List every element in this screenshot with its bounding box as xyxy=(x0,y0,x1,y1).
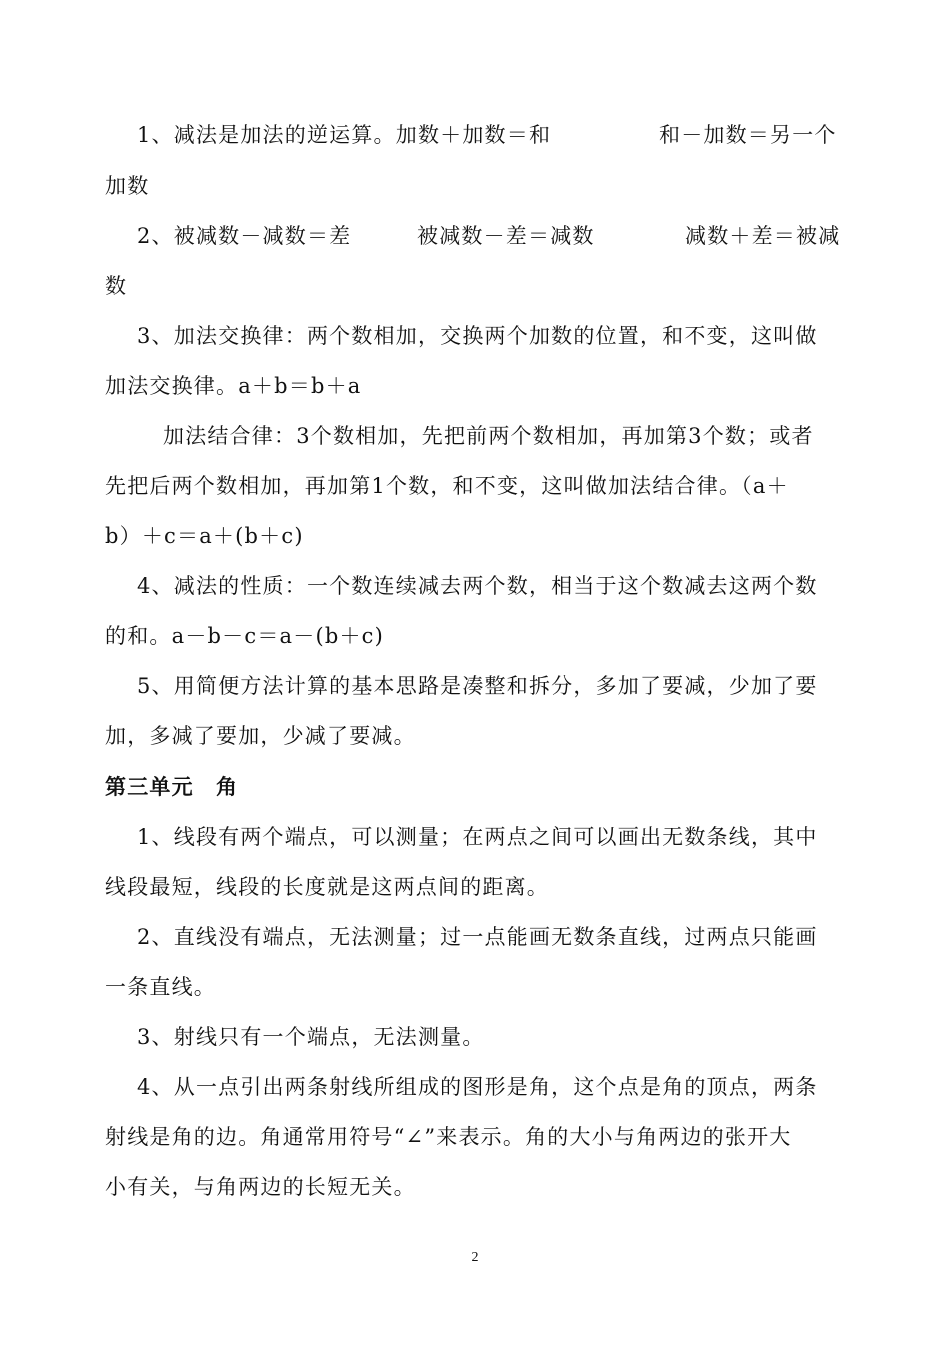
unit-3-item-2-line-1: 2、直线没有端点，无法测量；过一点能画无数条直线，过两点只能画 xyxy=(137,925,818,949)
unit-3-item-1-line-1: 1、线段有两个端点，可以测量；在两点之间可以画出无数条线，其中 xyxy=(137,825,818,849)
subtraction-item-4-line-2: 的和。a－b－c＝a－(b＋c) xyxy=(105,624,385,648)
unit-3-item-2-line-2: 一条直线。 xyxy=(105,975,216,999)
subtraction-item-1 xyxy=(137,120,847,150)
subtraction-item-3-line-1: 3、加法交换律：两个数相加，交换两个加数的位置，和不变，这叫做 xyxy=(137,324,818,348)
unit-3-item-4-line-3: 小有关，与角两边的长短无关。 xyxy=(105,1175,416,1199)
subtraction-item-5-line-2: 加，多减了要加，少减了要减。 xyxy=(105,724,416,748)
item-2-part-1: 2、被减数－减数＝差 xyxy=(137,224,352,248)
subtraction-item-4-line-1: 4、减法的性质：一个数连续减去两个数，相当于这个数减去这两个数 xyxy=(137,574,818,598)
unit-3-heading: 第三单元 角 xyxy=(105,775,239,799)
item-1-part-1: 1、减法是加法的逆运算。加数＋加数＝和 xyxy=(137,123,552,147)
subtraction-item-5-line-1: 5、用简便方法计算的基本思路是凑整和拆分，多加了要减，少加了要 xyxy=(137,674,818,698)
item-2-part-2: 被减数－差＝减数 xyxy=(417,224,595,248)
item-2-part-3: 减数＋差＝被减 xyxy=(685,224,841,248)
associative-law-line-3: b）＋c＝a＋(b＋c) xyxy=(105,524,304,548)
item-1-part-2: 和－加数＝另一个 xyxy=(659,123,837,147)
associative-law-line-2: 先把后两个数相加，再加第1个数，和不变，这叫做加法结合律。（a＋ xyxy=(105,474,789,498)
item-2-continuation: 数 xyxy=(105,274,128,298)
item-1-continuation: 加数 xyxy=(105,174,150,198)
subtraction-item-2 xyxy=(137,221,847,251)
page-number: 2 xyxy=(471,1250,479,1265)
unit-3-item-1-line-2: 线段最短，线段的长度就是这两点间的距离。 xyxy=(105,875,549,899)
unit-3-item-4-line-1: 4、从一点引出两条射线所组成的图形是角，这个点是角的顶点，两条 xyxy=(137,1075,818,1099)
subtraction-item-3-line-2: 加法交换律。a＋b＝b＋a xyxy=(105,374,362,398)
unit-3-item-3-line-1: 3、射线只有一个端点，无法测量。 xyxy=(137,1025,485,1049)
unit-3-item-4-line-2: 射线是角的边。角通常用符号“∠”来表示。角的大小与角两边的张开大 xyxy=(105,1125,792,1149)
associative-law-line-1: 加法结合律：3个数相加，先把前两个数相加，再加第3个数；或者 xyxy=(163,424,814,448)
